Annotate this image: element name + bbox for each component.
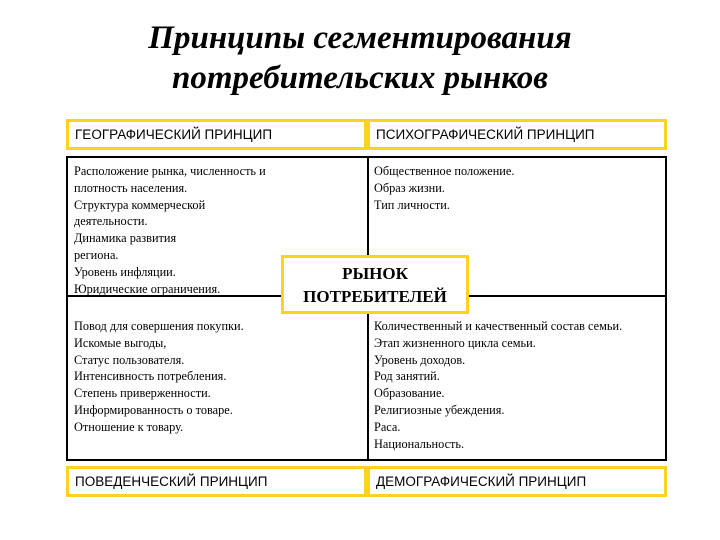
header-psychographic: ПСИХОГРАФИЧЕСКИЙ ПРИНЦИП xyxy=(367,119,667,150)
criteria-item: Информированность о товаре. xyxy=(74,402,233,417)
criteria-item: Образ жизни. xyxy=(374,180,445,195)
criteria-item: Уровень инфляции. xyxy=(74,264,176,279)
criteria-item: Структура коммерческой xyxy=(74,197,206,212)
criteria-item: Количественный и качественный состав семьи. xyxy=(374,319,623,333)
criteria-item: региона. xyxy=(74,247,119,262)
header-geographic: ГЕОГРАФИЧЕСКИЙ ПРИНЦИП xyxy=(66,119,367,150)
center-line-2: ПОТРЕБИТЕЛЕЙ xyxy=(303,287,447,306)
title-line-2: потребительских рынков xyxy=(171,60,549,96)
center-line-1: РЫНОК xyxy=(342,264,408,283)
demographic-criteria xyxy=(374,318,622,452)
criteria-item: Повод для совершения покупки. xyxy=(74,319,244,333)
criteria-item: Искомые выгоды, xyxy=(74,335,167,350)
header-demographic: ДЕМОГРАФИЧЕСКИЙ ПРИНЦИП xyxy=(367,466,667,497)
title-line-1: Принципы сегментирования xyxy=(148,20,572,56)
center-consumer-market xyxy=(281,255,469,314)
criteria-item: Интенсивность потребления. xyxy=(74,369,227,384)
criteria-item: Этап жизненного цикла семьи. xyxy=(374,335,536,350)
criteria-item: Степень приверженности. xyxy=(74,386,211,401)
psychographic-criteria xyxy=(374,163,514,213)
criteria-item: Национальность. xyxy=(374,436,465,451)
criteria-item: Род занятий. xyxy=(374,369,440,384)
behavioral-criteria xyxy=(74,318,244,436)
header-behavioral: ПОВЕДЕНЧЕСКИЙ ПРИНЦИП xyxy=(66,466,367,497)
criteria-item: деятельности. xyxy=(74,214,148,229)
geographic-criteria xyxy=(74,163,266,297)
criteria-item: Расположение рынка, численность и xyxy=(74,164,266,178)
criteria-item: Религиозные убеждения. xyxy=(374,402,505,417)
criteria-item: плотность населения. xyxy=(74,180,188,195)
criteria-item: Тип личности. xyxy=(374,197,450,212)
page-title xyxy=(0,18,720,98)
criteria-item: Отношение к товару. xyxy=(74,419,184,434)
criteria-item: Уровень доходов. xyxy=(374,352,466,367)
criteria-item: Динамика развития xyxy=(74,231,177,246)
criteria-item: Общественное положение. xyxy=(374,164,515,178)
criteria-item: Статус пользователя. xyxy=(74,352,185,367)
criteria-item: Юридические ограничения. xyxy=(74,281,221,296)
criteria-item: Образование. xyxy=(374,386,445,401)
criteria-item: Раса. xyxy=(374,419,401,434)
